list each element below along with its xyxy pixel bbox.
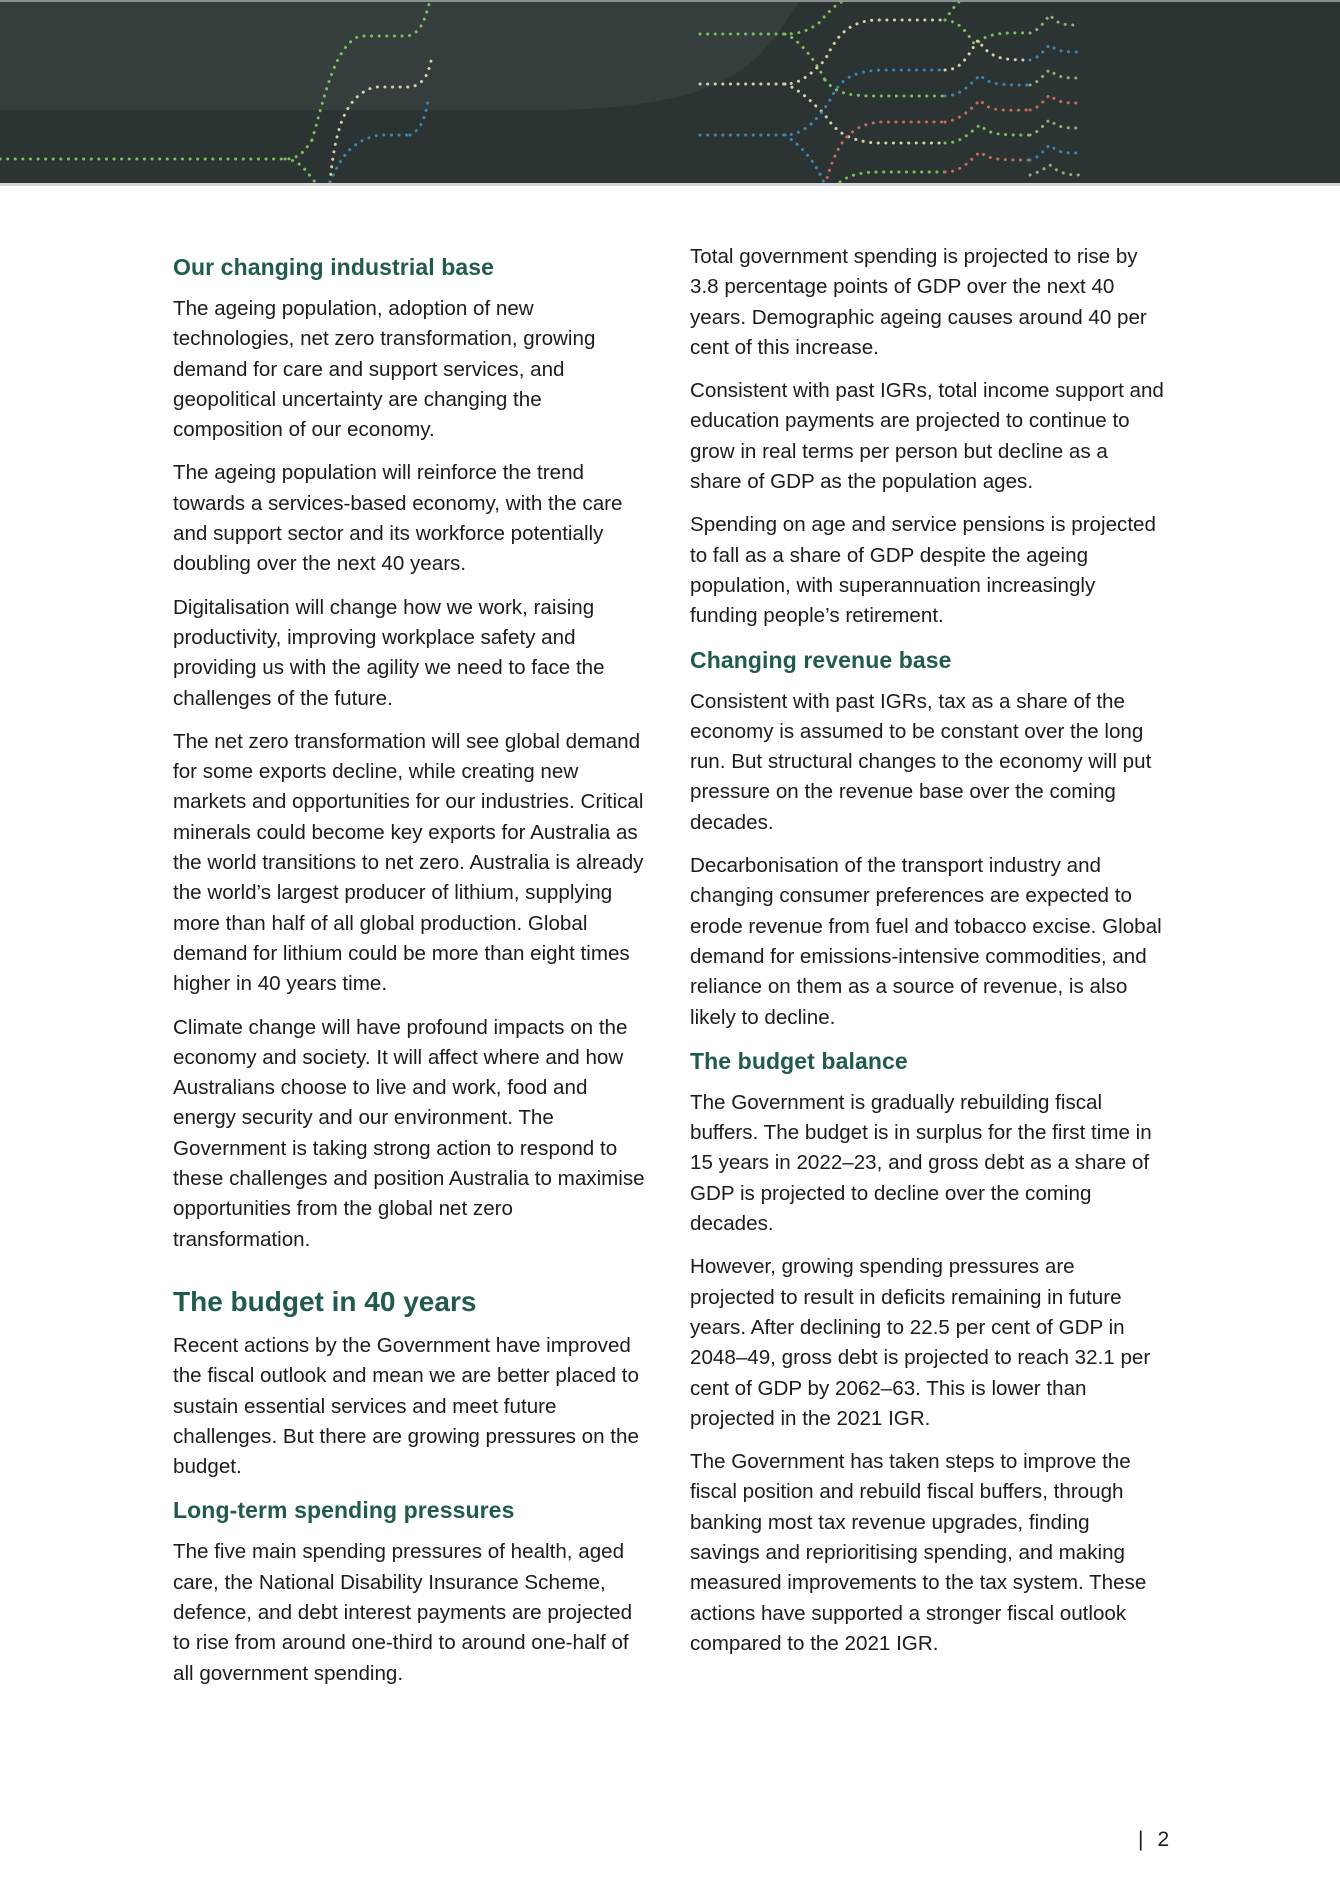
paragraph: The five main spending pressures of health, aged care, the National Disability Insurance Scheme, defence, and debt interest payments are projected to rise from around one-third to around one-half of all government spending. <box>173 1540 633 1685</box>
left-column <box>173 252 653 1702</box>
section-long-term-spending <box>173 1495 653 1688</box>
heading-budget-40-years: The budget in 40 years <box>173 1285 477 1317</box>
paragraph: Digitalisation will change how we work, raising productivity, improving workplace safety and providing us with the agility we need to face the challenges of the future. <box>173 595 605 710</box>
paragraph: Consistent with past IGRs, tax as a share of the economy is assumed to be constant over the long run. But structural changes to the economy will put pressure on the revenue base over the coming decades. <box>690 689 1152 834</box>
paragraph: Decarbonisation of the transport industry and changing consumer preferences are expected to erode revenue from fuel and tobacco excise. Global demand for emissions-intensive commodities, and reliance on them as a source of revenue, is also likely to decline. <box>690 854 1162 1029</box>
heading-long-term-spending: Long-term spending pressures <box>173 1497 515 1524</box>
section-industrial-base <box>173 252 653 1255</box>
section-spending-continued <box>690 242 1165 632</box>
paragraph: Consistent with past IGRs, total income support and education payments are projected to continue to grow in real terms per person but decline as a share of GDP as the population ages. <box>690 379 1164 494</box>
heading-industrial-base: Our changing industrial base <box>173 254 495 280</box>
paragraph: Climate change will have profound impacts on the economy and society. It will affect where and how Australians choose to live and work, food and energy security and our environment. The Government is taking strong action to respond to these challenges and position Australia to maximise opportunities from the global net zero transformation. <box>173 1015 645 1251</box>
paragraph: However, growing spending pressures are projected to result in deficits remaining in future years. After declining to 22.5 per cent of GDP in 2048–49, gross debt is projected to reach 32.1 per cent of GDP by 2062–63. This is lower than projected in the 2021 IGR. <box>690 1255 1151 1430</box>
paragraph: The Government is gradually rebuilding fiscal buffers. The budget is in surplus for the first time in 15 years in 2022–23, and gross debt as a share of GDP is projected to decline over the coming decades. <box>690 1090 1152 1236</box>
page-separator: | <box>1138 1828 1144 1851</box>
paragraph: The ageing population, adoption of new technologies, net zero transformation, growing demand for care and support services, and geopolitical uncertainty are changing the composition of our economy. <box>173 297 596 442</box>
right-column <box>690 245 1165 1672</box>
paragraph: Total government spending is projected to rise by 3.8 percentage points of GDP over the next 40 years. Demographic ageing causes around 40 per cent of this increase. <box>690 245 1147 359</box>
paragraph: The net zero transformation will see global demand for some exports decline, while creating new markets and opportunities for our industries. Critical minerals could become key exports for Australia as the world transitions to net zero. Australia is already the world’s largest producer of lithium, supplying more than half of all global production. Global demand for lithium could be more than eight times higher in 40 years time. <box>173 729 644 996</box>
dotted-lines-decoration <box>0 0 1340 186</box>
page-number <box>1138 1828 1169 1852</box>
page-number-value: 2 <box>1157 1828 1170 1851</box>
heading-revenue-base: Changing revenue base <box>690 646 952 673</box>
heading-budget-balance: The budget balance <box>690 1047 908 1074</box>
header-banner <box>0 0 1340 186</box>
section-budget-balance <box>690 1046 1165 1659</box>
paragraph: Recent actions by the Government have improved the fiscal outlook and mean we are better placed to sustain essential services and meet future challenges. But there are growing pressures on the budget. <box>173 1333 639 1479</box>
paragraph: The ageing population will reinforce the trend towards a services-based economy, with the care and support sector and its workforce potentially doubling over the next 40 years. <box>173 461 623 576</box>
section-budget-40-years <box>173 1285 653 1482</box>
section-revenue-base <box>690 645 1165 1033</box>
paragraph: Spending on age and service pensions is projected to fall as a share of GDP despite the ageing population, with superannuation increasingly funding people’s retirement. <box>690 513 1156 628</box>
paragraph: The Government has taken steps to improve the fiscal position and rebuild fiscal buffers, through banking most tax revenue upgrades, finding savings and reprioritising spending, and making measured improvements to the tax system. These actions have supported a stronger fiscal outlook compared to the 2021 IGR. <box>690 1450 1147 1655</box>
